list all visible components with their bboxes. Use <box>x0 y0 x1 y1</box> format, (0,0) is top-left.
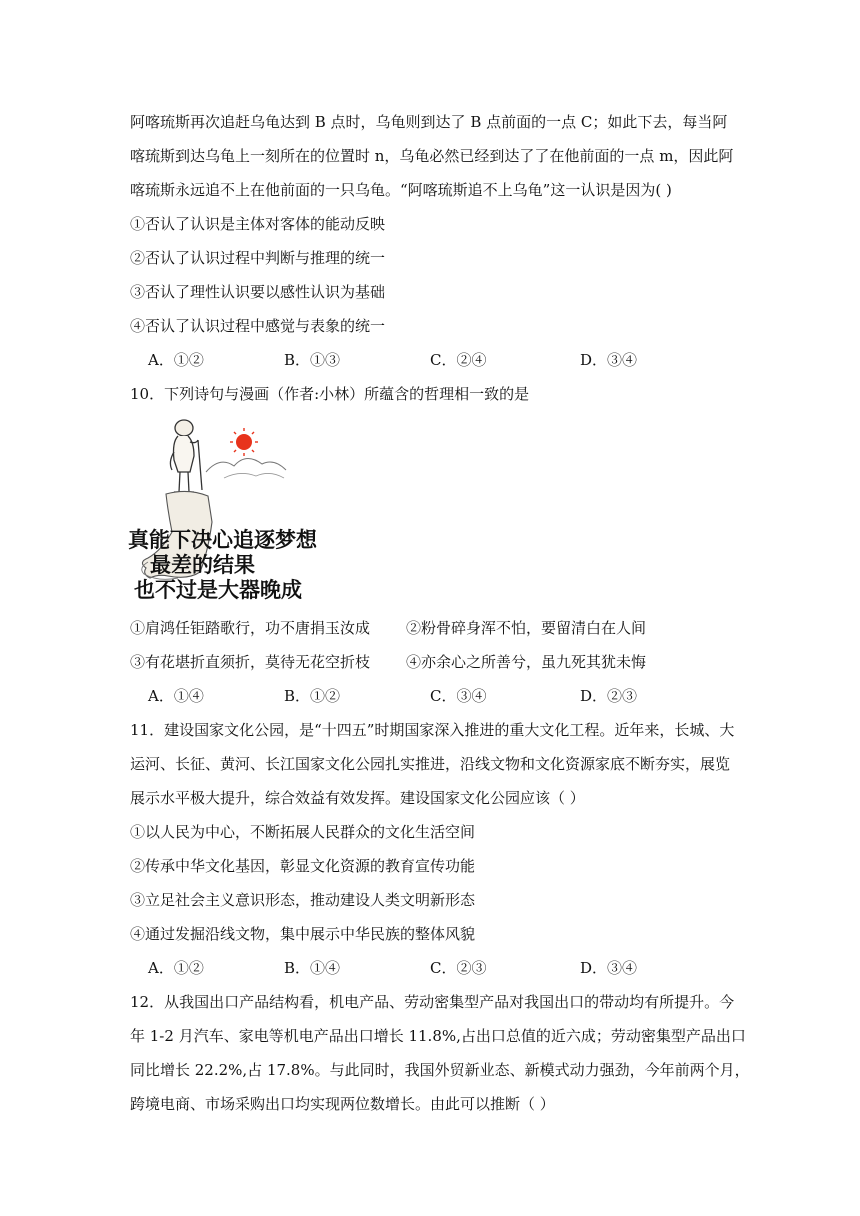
q11-statement-1: ①以人民为中心，不断拓展人民群众的文化生活空间 <box>130 823 476 841</box>
q9-statement-3: ③否认了理性认识要以感性认识为基础 <box>130 283 386 301</box>
q11-line-3: 展示水平极大提升，综合效益有效发挥。建设国家文化公园应该（ ） <box>130 789 585 807</box>
q9-option-a[interactable]: A．①② <box>148 351 204 369</box>
q10-stem: 10．下列诗句与漫画（作者:小林）所蕴含的哲理相一致的是 <box>130 385 530 403</box>
q9-options <box>148 350 748 370</box>
q11-line-1: 11．建设国家文化公园，是“十四五”时期国家深入推进的重大文化工程。近年来，长城、大 <box>130 721 735 739</box>
cartoon-caption-line-3: 也不过是大器晚成 <box>134 578 302 602</box>
q12-line-2: 年 1-2 月汽车、家电等机电产品出口增长 11.8%,占出口总值的近六成；劳动密集型产品出口 <box>130 1027 746 1045</box>
q10-statements-row-2 <box>130 652 750 672</box>
q11-line-2: 运河、长征、黄河、长江国家文化公园扎实推进，沿线文物和文化资源家底不断夯实，展览 <box>130 755 731 773</box>
q10-option-d[interactable]: D．②③ <box>580 687 638 705</box>
q9-option-b[interactable]: B．①③ <box>284 351 341 369</box>
q11-statement-3: ③立足社会主义意识形态，推动建设人类文明新形态 <box>130 891 476 909</box>
q10-statement-3: ③有花堪折直须折，莫待无花空折枝 <box>130 653 371 671</box>
sun-icon <box>236 434 252 450</box>
q10-statements-row-1 <box>130 618 750 638</box>
cartoon-caption-line-2: 最差的结果 <box>150 553 255 577</box>
q9-statement-2: ②否认了认识过程中判断与推理的统一 <box>130 249 386 267</box>
q10-option-c[interactable]: C．③④ <box>430 687 487 705</box>
q10-option-b[interactable]: B．①② <box>284 687 341 705</box>
q10-options <box>148 686 748 706</box>
q11-statement-2: ②传承中华文化基因，彰显文化资源的教育宣传功能 <box>130 857 476 875</box>
q9-option-c[interactable]: C．②④ <box>430 351 487 369</box>
q11-option-a[interactable]: A．①② <box>148 959 204 977</box>
q9-line-2: 喀琉斯到达乌龟上一刻所在的位置时 n，乌龟必然已经到达了了在他前面的一点 m，因此阿 <box>130 147 734 165</box>
q12-line-4: 跨境电商、市场采购出口均实现两位数增长。由此可以推断（ ） <box>130 1095 555 1113</box>
old-man-figure <box>170 420 202 492</box>
q12-line-3: 同比增长 22.2%,占 17.8%。与此同时，我国外贸新业态、新模式动力强劲，今年前两个月， <box>130 1061 750 1079</box>
q9-statement-4: ④否认了认识过程中感觉与表象的统一 <box>130 317 386 335</box>
q11-options <box>148 958 748 978</box>
q11-option-d[interactable]: D．③④ <box>580 959 638 977</box>
cartoon-caption-line-1: 真能下决心追逐梦想 <box>128 528 317 552</box>
q9-line-3: 喀琉斯永远追不上在他前面的一只乌龟。“阿喀琉斯追不上乌龟”这一认识是因为( ) <box>130 181 672 199</box>
q9-option-d[interactable]: D．③④ <box>580 351 638 369</box>
q12-line-1: 12．从我国出口产品结构看，机电产品、劳动密集型产品对我国出口的带动均有所提升。今 <box>130 993 735 1011</box>
q11-option-b[interactable]: B．①④ <box>284 959 341 977</box>
cartoon-caption <box>128 528 328 603</box>
q9-line-1: 阿喀琉斯再次追赶乌龟达到 B 点时，乌龟则到达了 B 点前面的一点 C；如此下去，每当阿 <box>130 113 728 131</box>
q11-option-c[interactable]: C．②③ <box>430 959 487 977</box>
q11-statement-4: ④通过发掘沿线文物，集中展示中华民族的整体风貌 <box>130 925 476 943</box>
q10-option-a[interactable]: A．①④ <box>148 687 204 705</box>
q9-statement-1: ①否认了认识是主体对客体的能动反映 <box>130 215 386 233</box>
q10-statement-2: ②粉骨碎身浑不怕，要留清白在人间 <box>406 619 647 637</box>
q10-statement-1: ①肩鸿任钜踏歌行，功不唐捐玉汝成 <box>130 619 371 637</box>
mountains <box>206 458 286 472</box>
q10-statement-4: ④亦余心之所善兮，虽九死其犹未悔 <box>406 653 647 671</box>
